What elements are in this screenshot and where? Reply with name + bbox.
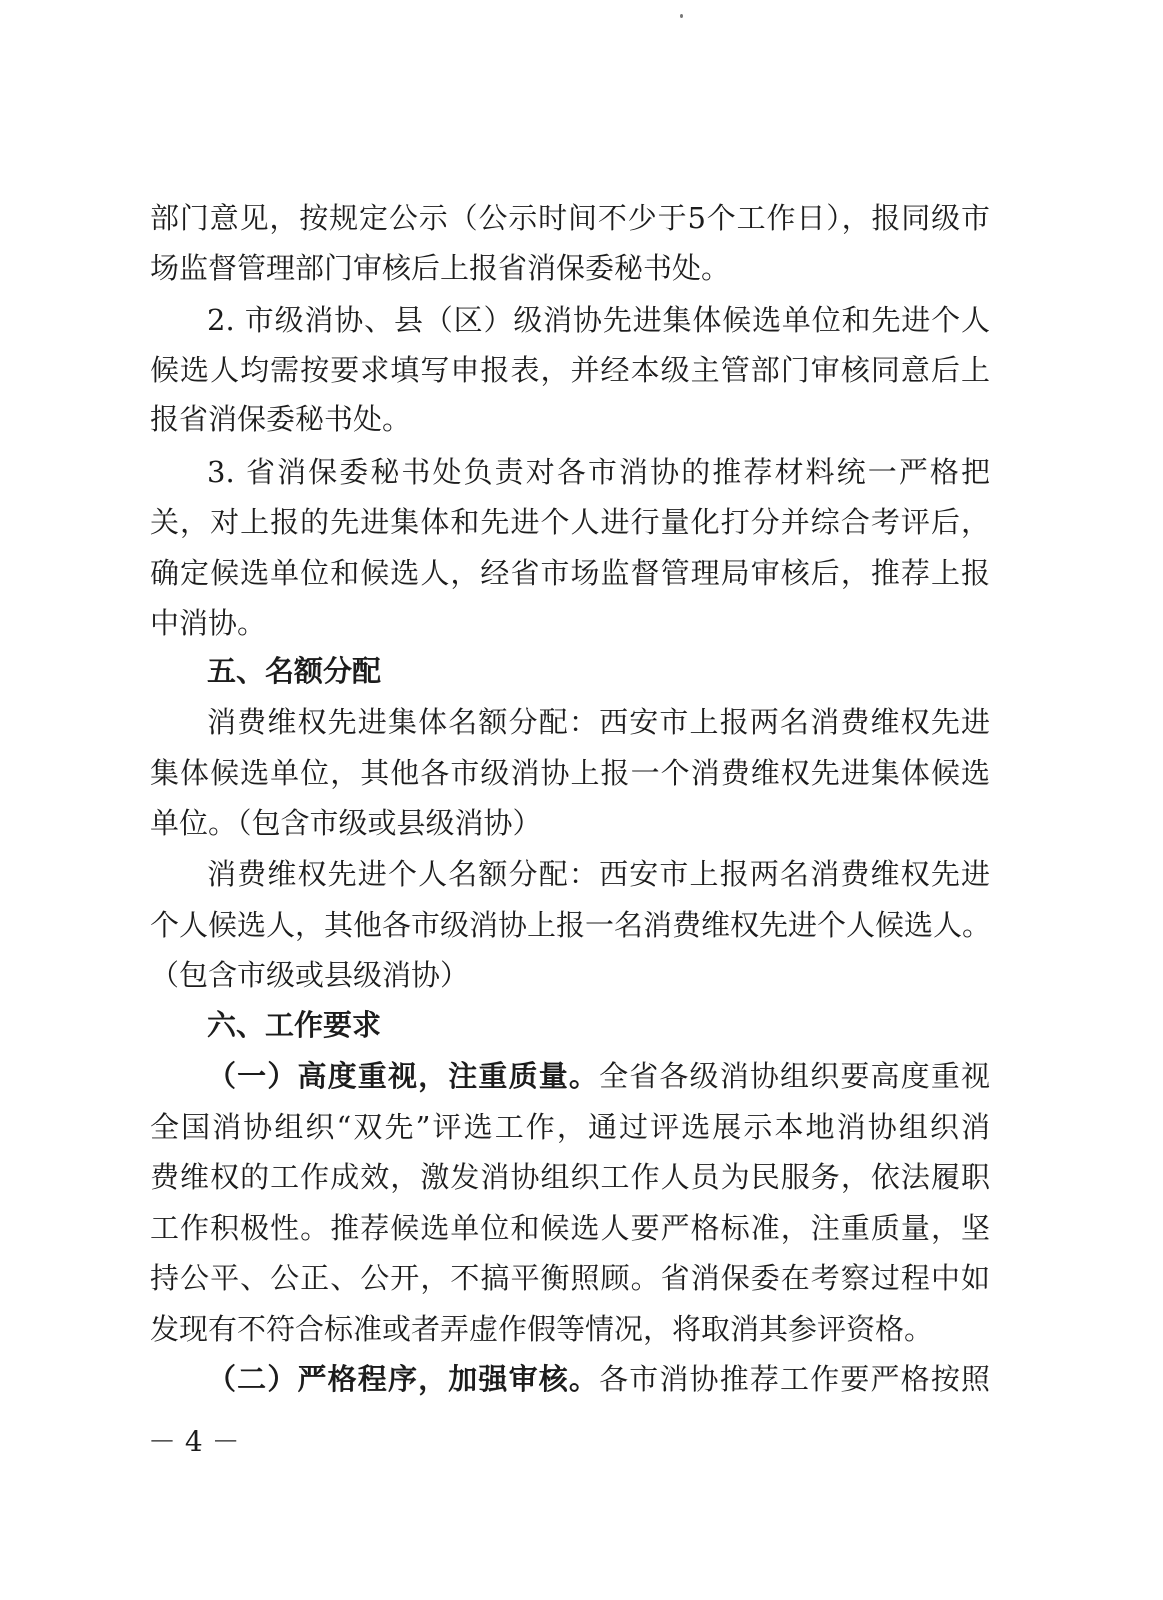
- body-line: 部门意见，按规定公示（公示时间不少于5个工作日），报同级市: [150, 201, 990, 235]
- body-line: 消费维权先进个人名额分配：西安市上报两名消费维权先进: [207, 857, 990, 891]
- body-line: 全国消协组织“双先”评选工作，通过评选展示本地消协组织消: [150, 1110, 990, 1144]
- body-line: [207, 1359, 990, 1399]
- body-line: （包含市级或县级消协）: [150, 958, 470, 992]
- body-line: [207, 1056, 990, 1096]
- body-line: 报省消保委秘书处。: [150, 402, 412, 436]
- paragraph-lead: （二）严格程序，加强审核。: [207, 1362, 600, 1396]
- body-line: 候选人均需按要求填写申报表，并经本级主管部门审核同意后上: [150, 353, 990, 387]
- section-heading: 六、工作要求: [207, 1008, 382, 1042]
- page-number: － 4 －: [148, 1425, 240, 1458]
- body-line: 个人候选人，其他各市级消协上报一名消费维权先进个人候选人。: [150, 908, 992, 942]
- body-line: 集体候选单位，其他各市级消协上报一个消费维权先进集体候选: [150, 756, 990, 790]
- body-line: 费维权的工作成效，激发消协组织工作人员为民服务，依法履职: [150, 1160, 990, 1194]
- body-line: 持公平、公正、公开，不搞平衡照顾。省消保委在考察过程中如: [150, 1261, 990, 1295]
- body-line: 单位。（包含市级或县级消协）: [150, 806, 542, 840]
- body-line: 2. 市级消协、县（区）级消协先进集体候选单位和先进个人: [207, 303, 990, 337]
- body-line: 中消协。: [150, 606, 267, 640]
- section-heading: 五、名额分配: [207, 654, 382, 688]
- body-line: 工作积极性。推荐候选单位和候选人要严格标准，注重质量，坚: [150, 1211, 990, 1245]
- paragraph-text: 各市消协推荐工作要严格按照: [599, 1362, 990, 1396]
- body-line: 发现有不符合标准或者弄虚作假等情况，将取消其参评资格。: [150, 1312, 934, 1346]
- body-line: 确定候选单位和候选人，经省市场监督管理局审核后，推荐上报: [150, 556, 990, 590]
- body-line: 3. 省消保委秘书处负责对各市消协的推荐材料统一严格把: [207, 455, 990, 489]
- body-line: 场监督管理部门审核后上报省消保委秘书处。: [150, 251, 731, 285]
- body-line: 消费维权先进集体名额分配：西安市上报两名消费维权先进: [207, 705, 990, 739]
- body-line: 关，对上报的先进集体和先进个人进行量化打分并综合考评后，: [150, 505, 990, 539]
- scan-speck: [680, 14, 683, 18]
- paragraph-lead: （一）高度重视，注重质量。: [207, 1059, 600, 1093]
- paragraph-text: 全省各级消协组织要高度重视: [599, 1059, 990, 1093]
